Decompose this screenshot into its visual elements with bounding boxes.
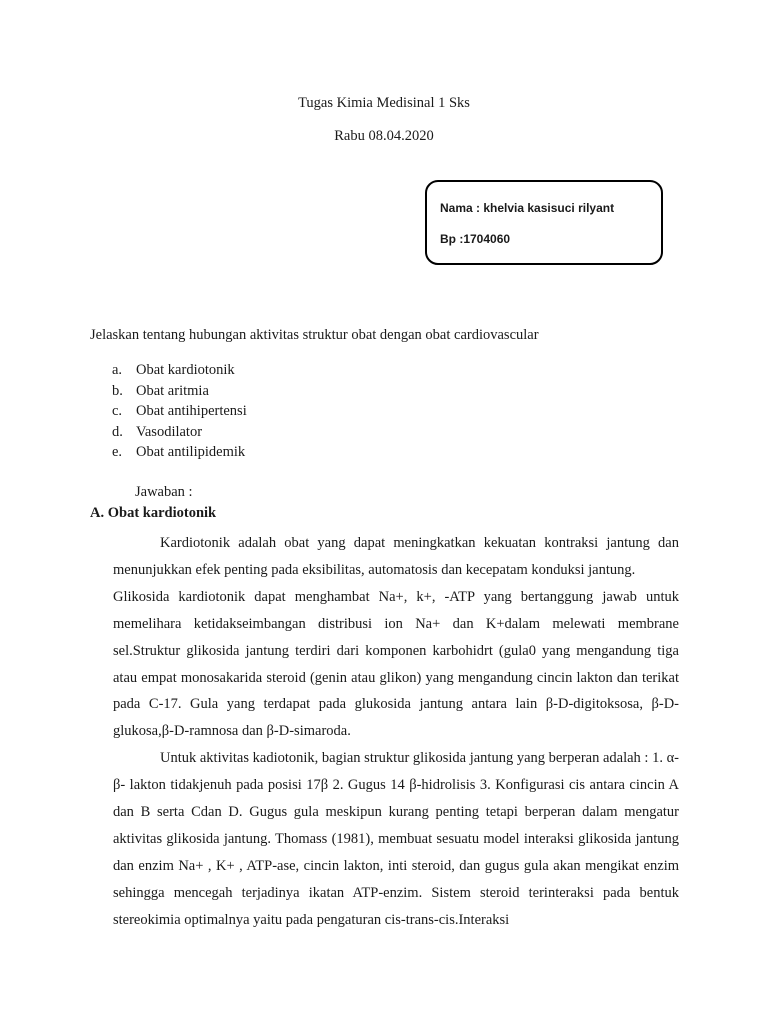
student-bp: Bp :1704060 (440, 232, 511, 246)
list-item-text: Obat antihipertensi (136, 403, 247, 420)
paragraph: Kardiotonik adalah obat yang dapat meningkatkan kekuatan kontraksi jantung dan menunjukkan efek penting pada eksibilitas, automatosis dan kecepatam konduksi jantung. (113, 535, 679, 578)
student-name: Nama : khelvia kasisuci rilyant (440, 201, 615, 215)
options-list (112, 360, 247, 463)
list-item (112, 381, 247, 402)
list-item (112, 422, 247, 443)
section-heading: A. Obat kardiotonik (90, 505, 217, 521)
student-info-box (425, 180, 663, 265)
body-text (113, 530, 679, 934)
list-marker: c. (112, 403, 123, 420)
document-title: Tugas Kimia Medisinal 1 Sks (298, 95, 470, 111)
question-text: Jelaskan tentang hubungan aktivitas struktur obat dengan obat cardiovascular (90, 327, 539, 343)
list-item-text: Vasodilator (136, 423, 203, 440)
list-marker: b. (112, 382, 123, 399)
list-item (112, 442, 247, 463)
paragraph: Untuk aktivitas kadiotonik, bagian struktur glikosida jantung yang berperan adalah : 1. α-β- lakton tidakjenuh pada posisi 17β 2. Gugus 14 β-hidrolisis 3. Konfigurasi cis antara cincin A dan B serta Cdan D. Gugus gula meskipun kurang penting tetapi berperan dalam mengatur aktivitas glikosida jantung. Thomass (1981), membuat sesuatu model interaksi glikosida jantung dan enzim Na+ , K+ , ATP-ase, cincin lakton, inti steroid, dan gugus gula akan mengikat enzim sehingga mencegah terjadinya ikatan ATP-enzim. Sistem steroid terinteraksi pada bentuk stereokimia optimalnya yaitu pada pengaturan cis-trans-cis.Interaksi (113, 750, 680, 928)
list-item-text: Obat antilipidemik (136, 444, 246, 461)
answer-label: Jawaban : (135, 484, 193, 500)
list-marker: d. (112, 423, 123, 440)
list-item-text: Obat kardiotonik (136, 362, 235, 378)
paragraph: Glikosida kardiotonik dapat menghambat Na+, k+, -ATP yang bertanggung jawab untuk memelihara ketidakseimbangan distribusi ion Na+ dan K+dalam melewati membrane sel.Struktur glikosida jantung terdiri dari komponen karbohidrt (gula0 yang mengandung tiga atau empat monosakarida steroid (genin atau glikon) yang mengandung cincin lakton dan terikat pada C-17. Gula yang terdapat pada glukosida jantung antara lain β-D-digitoksosa, β-D-glukosa,β-D-ramnosa dan β-D-simaroda. (113, 588, 679, 740)
list-item-text: Obat aritmia (136, 382, 209, 399)
list-marker: e. (112, 444, 123, 461)
document-date: Rabu 08.04.2020 (334, 128, 434, 144)
list-marker: a. (112, 362, 123, 378)
list-item (112, 401, 247, 422)
list-item (112, 360, 247, 381)
